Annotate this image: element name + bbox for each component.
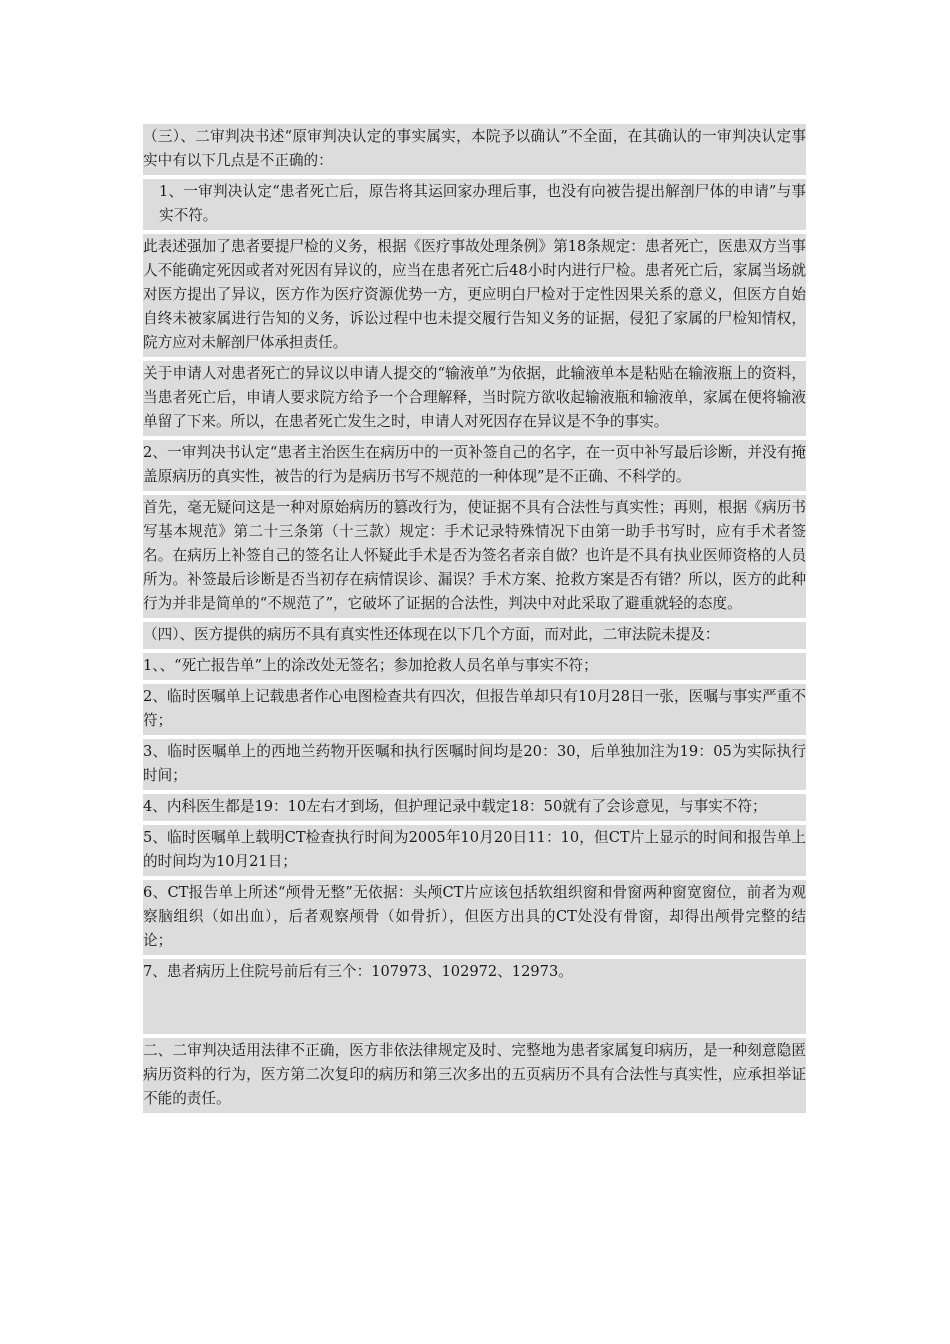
paragraph-item-1-heading: 1、一审判决认定“患者死亡后，原告将其运回家办理后事，也没有向被告提出解剖尸体的申请”与事实不符。 [143, 179, 806, 230]
blank-highlight-gap [143, 986, 806, 1034]
list-item-2: 2、临时医嘱单上记载患者作心电图检查共有四次，但报告单却只有10月28日一张，医嘱与事实严重不符； [143, 684, 806, 735]
paragraph-section-two-law: 二、二审判决适用法律不正确，医方非依法律规定及时、完整地为患者家属复印病历，是一种刻意隐匿病历资料的行为，医方第二次复印的病历和第三次多出的五页病历不具有合法性与真实性，应承担举证不能的责任。 [143, 1038, 806, 1113]
paragraph-autopsy-duty: 此表述强加了患者要提尸检的义务，根据《医疗事故处理条例》第18条规定：患者死亡，医患双方当事人不能确定死因或者对死因有异议的，应当在患者死亡后48小时内进行尸检。患者死亡后，家属当场就对医方提出了异议，医方作为医疗资源优势一方，更应明白尸检对于定性因果关系的意义，但医方自始自终未被家属进行告知的义务，诉讼过程中也未提交履行告知义务的证据，侵犯了家属的尸检知情权，院方应对未解剖尸体承担责任。 [143, 234, 806, 357]
list-item-6: 6、CT报告单上所述“颅骨无整”无依据：头颅CT片应该包括软组织窗和骨窗两种窗宽窗位，前者为观察脑组织（如出血），后者观察颅骨（如骨折），但医方出具的CT处没有骨窗，却得出颅骨完整的结论； [143, 880, 806, 955]
paragraph-section-three-intro: （三）、二审判决书述“原审判决认定的事实属实，本院予以确认”不全面，在其确认的一审判决认定事实中有以下几点是不正确的： [143, 124, 806, 175]
list-item-5: 5、临时医嘱单上载明CT检查执行时间为2005年10月20日11：10，但CT片上显示的时间和报告单上的时间均为10月21日； [143, 825, 806, 876]
paragraph-section-four-intro: （四）、医方提供的病历不具有真实性还体现在以下几个方面，而对此，二审法院未提及： [143, 622, 806, 649]
paragraph-item-2-heading: 2、一审判决书认定“患者主治医生在病历中的一页补签自己的名字，在一页中补写最后诊断，并没有掩盖原病历的真实性，被告的行为是病历书写不规范的一种体现”是不正确、不科学的。 [143, 440, 806, 491]
paragraph-infusion-sheet: 关于申请人对患者死亡的异议以申请人提交的“输液单”为依据，此输液单本是粘贴在输液瓶上的资料，当患者死亡后，申请人要求院方给予一个合理解释，当时院方欲收起输液瓶和输液单，家属在便将输液单留了下来。所以，在患者死亡发生之时，申请人对死因存在异议是不争的事实。 [143, 361, 806, 436]
list-item-7: 7、患者病历上住院号前后有三个：107973、102972、12973。 [143, 959, 806, 986]
paragraph-record-tampering: 首先，毫无疑问这是一种对原始病历的篡改行为，使证据不具有合法性与真实性；再则，根据《病历书写基本规范》第二十三条第（十三款）规定：手术记录特殊情况下由第一助手书写时，应有手术者签名。在病历上补签自己的签名让人怀疑此手术是否为签名者亲自做？也许是不具有执业医师资格的人员所为。补签最后诊断是否当初存在病情误诊、漏误？手术方案、抢救方案是否有错？所以，医方的此种行为并非是简单的“不规范了”，它破坏了证据的合法性，判决中对此采取了避重就轻的态度。 [143, 495, 806, 618]
list-item-4: 4、内科医生都是19：10左右才到场，但护理记录中载定18：50就有了会诊意见，与事实不符； [143, 794, 806, 821]
list-item-3: 3、临时医嘱单上的西地兰药物开医嘱和执行医嘱时间均是20：30，后单独加注为19：05为实际执行时间； [143, 739, 806, 790]
document-page [143, 124, 806, 1117]
list-item-1: 1、、“死亡报告单”上的涂改处无签名；参加抢救人员名单与事实不符； [143, 653, 806, 680]
